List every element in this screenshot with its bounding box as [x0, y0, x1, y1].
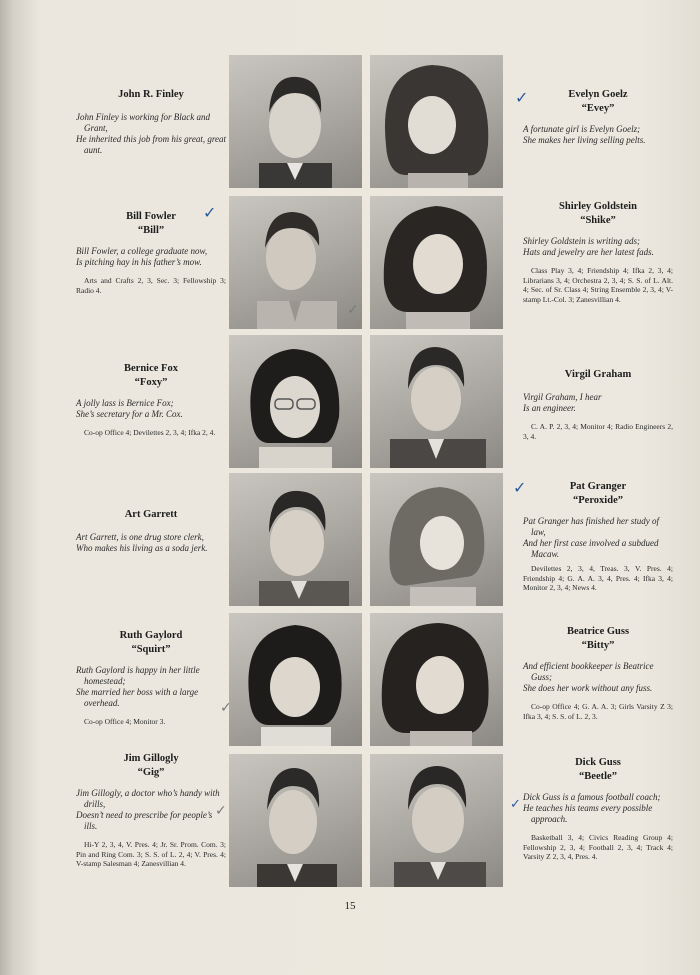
portrait-photo-shirley-goldstein	[370, 196, 503, 329]
portrait-photo-beatrice-guss	[370, 613, 503, 746]
entry-dick-guss	[523, 756, 673, 862]
entry-beatrice-guss	[523, 625, 673, 721]
student-nickname: “Bitty”	[581, 640, 615, 651]
student-activities: Co-op Office 4; Devilettes 2, 3, 4; Ifka 2, 4.	[84, 428, 216, 437]
student-name: Dick Guss	[575, 757, 621, 768]
student-verse: Shirley Goldstein is writing ads; Hats and jewelry are her latest fads.	[523, 236, 654, 257]
student-verse: Virgil Graham, I hear Is an engineer.	[523, 392, 602, 413]
student-name: Bernice Fox	[124, 363, 178, 374]
student-verse: A jolly lass is Bernice Fox; She’s secretary for a Mr. Cox.	[76, 398, 183, 419]
portrait-photo-john-finley	[229, 55, 362, 188]
student-nickname: “Shike”	[580, 215, 616, 226]
student-name: Virgil Graham	[564, 369, 632, 380]
portrait-photo-virgil-graham	[370, 335, 503, 468]
entry-john-finley	[76, 88, 226, 156]
student-verse: Dick Guss is a famous football coach; He teaches his teams every possible approach.	[523, 792, 661, 824]
student-nickname: “Peroxide”	[573, 495, 623, 506]
student-name: Evelyn Goelz	[568, 89, 628, 100]
entry-pat-granger	[523, 480, 673, 593]
student-nickname: “Beetle”	[579, 771, 617, 782]
student-name: Pat Granger	[569, 481, 627, 492]
student-name: Jim Gillogly	[123, 753, 179, 764]
portrait-photo-pat-granger	[370, 473, 503, 606]
check-mark-icon: ✓	[510, 797, 521, 812]
student-activities: Hi-Y 2, 3, 4, V. Pres. 4; Jr. Sr. Prom. Com. 3; Pin and Ring Com. 3; S. S. of L. 2, 4; V. Pres. 4; V-stamp Salesman 4; Zanesvillian 4.	[76, 840, 226, 868]
check-mark-icon: ✓	[515, 88, 529, 107]
pencil-mark-icon: ✓	[215, 803, 227, 819]
student-verse: Bill Fowler, a college graduate now, Is pitching hay in his father’s mow.	[76, 246, 208, 267]
portrait-photo-bernice-fox	[229, 335, 362, 468]
check-mark-icon: ✓	[203, 203, 217, 222]
student-name: Ruth Gaylord	[119, 630, 183, 641]
student-name: Shirley Goldstein	[559, 201, 637, 212]
check-mark-icon: ✓	[513, 478, 527, 497]
entry-bernice-fox	[76, 362, 226, 438]
student-verse: Pat Granger has finished her study of law, And her first case involved a subdued Macaw.	[523, 516, 659, 559]
student-name: Art Garrett	[124, 509, 178, 520]
portrait-photo-jim-gillogly	[229, 754, 362, 887]
student-activities: Co-op Office 4; Monitor 3.	[84, 717, 166, 726]
entry-bill-fowler	[76, 210, 226, 295]
student-activities: Arts and Crafts 2, 3, Sec. 3; Fellowship 3; Radio 4.	[76, 276, 226, 295]
entry-jim-gillogly	[76, 752, 226, 869]
student-activities: Devilettes 2, 3, 4, Treas. 3, V. Pres. 4; Friendship 4; G. A. A. 3, 4, Pres. 4; Ifka 3, 4; Monitor 2, 3, 4; News 4.	[523, 564, 673, 592]
entry-evelyn-goelz	[523, 88, 673, 146]
student-nickname: “Foxy”	[134, 377, 168, 388]
student-name: Beatrice Guss	[566, 626, 630, 637]
pencil-mark-icon: ✓	[347, 302, 359, 318]
entry-art-garrett	[76, 508, 226, 554]
student-activities: Basketball 3, 4; Civics Reading Group 4; Fellowship 2, 3, 4; Football 2, 3, 4; Track 4; Varsity Z 2, 3, 4, Pres. 4.	[523, 833, 673, 861]
portrait-photo-bill-fowler	[229, 196, 362, 329]
student-nickname: “Squirt”	[131, 644, 171, 655]
pencil-mark-icon: ✓	[220, 700, 232, 716]
entry-shirley-goldstein	[523, 200, 673, 304]
student-verse: John Finley is working for Black and Grant, He inherited this job from his great, great aunt.	[76, 112, 226, 155]
portrait-photo-art-garrett	[229, 473, 362, 606]
student-verse: Ruth Gaylord is happy in her little homestead; She married her boss with a large overhead.	[76, 665, 200, 708]
student-name: John R. Finley	[118, 89, 184, 100]
student-nickname: “Bill”	[137, 225, 165, 236]
student-verse: Jim Gillogly, a doctor who’s handy with drills, Doesn’t need to prescribe for people’s ills.	[76, 788, 220, 831]
entry-virgil-graham	[523, 368, 673, 441]
portrait-photo-dick-guss	[370, 754, 503, 887]
portrait-photo-evelyn-goelz	[370, 55, 503, 188]
student-verse: And efficient bookkeeper is Beatrice Guss; She does her work without any fuss.	[523, 661, 654, 693]
entry-ruth-gaylord	[76, 629, 226, 727]
student-name: Bill Fowler	[126, 211, 176, 222]
student-nickname: “Evey”	[581, 103, 615, 114]
portrait-photo-ruth-gaylord	[229, 613, 362, 746]
student-activities: Class Play 3, 4; Friendship 4; Ifka 2, 3, 4; Librarians 3, 4; Orchestra 2, 3, 4; S. S. of L. Alt. 4; Sec. of Sr. Class 4; String Ensemble 2, 3, 4; V-stamp Lt.-Col. 3; Zanesvillian 4.	[523, 266, 673, 304]
student-verse: Art Garrett, is one drug store clerk, Who makes his living as a soda jerk.	[76, 532, 208, 553]
student-activities: C. A. P. 2, 3, 4; Monitor 4; Radio Engineers 2, 3, 4.	[523, 422, 673, 441]
student-verse: A fortunate girl is Evelyn Goelz; She makes her living selling pelts.	[523, 124, 646, 145]
student-nickname: “Gig”	[137, 767, 165, 778]
page-number: 15	[344, 900, 356, 912]
student-activities: Co-op Office 4; G. A. A. 3; Girls Varsity Z 3; Ifka 3, 4; S. S. of L. 2, 3.	[523, 702, 673, 721]
